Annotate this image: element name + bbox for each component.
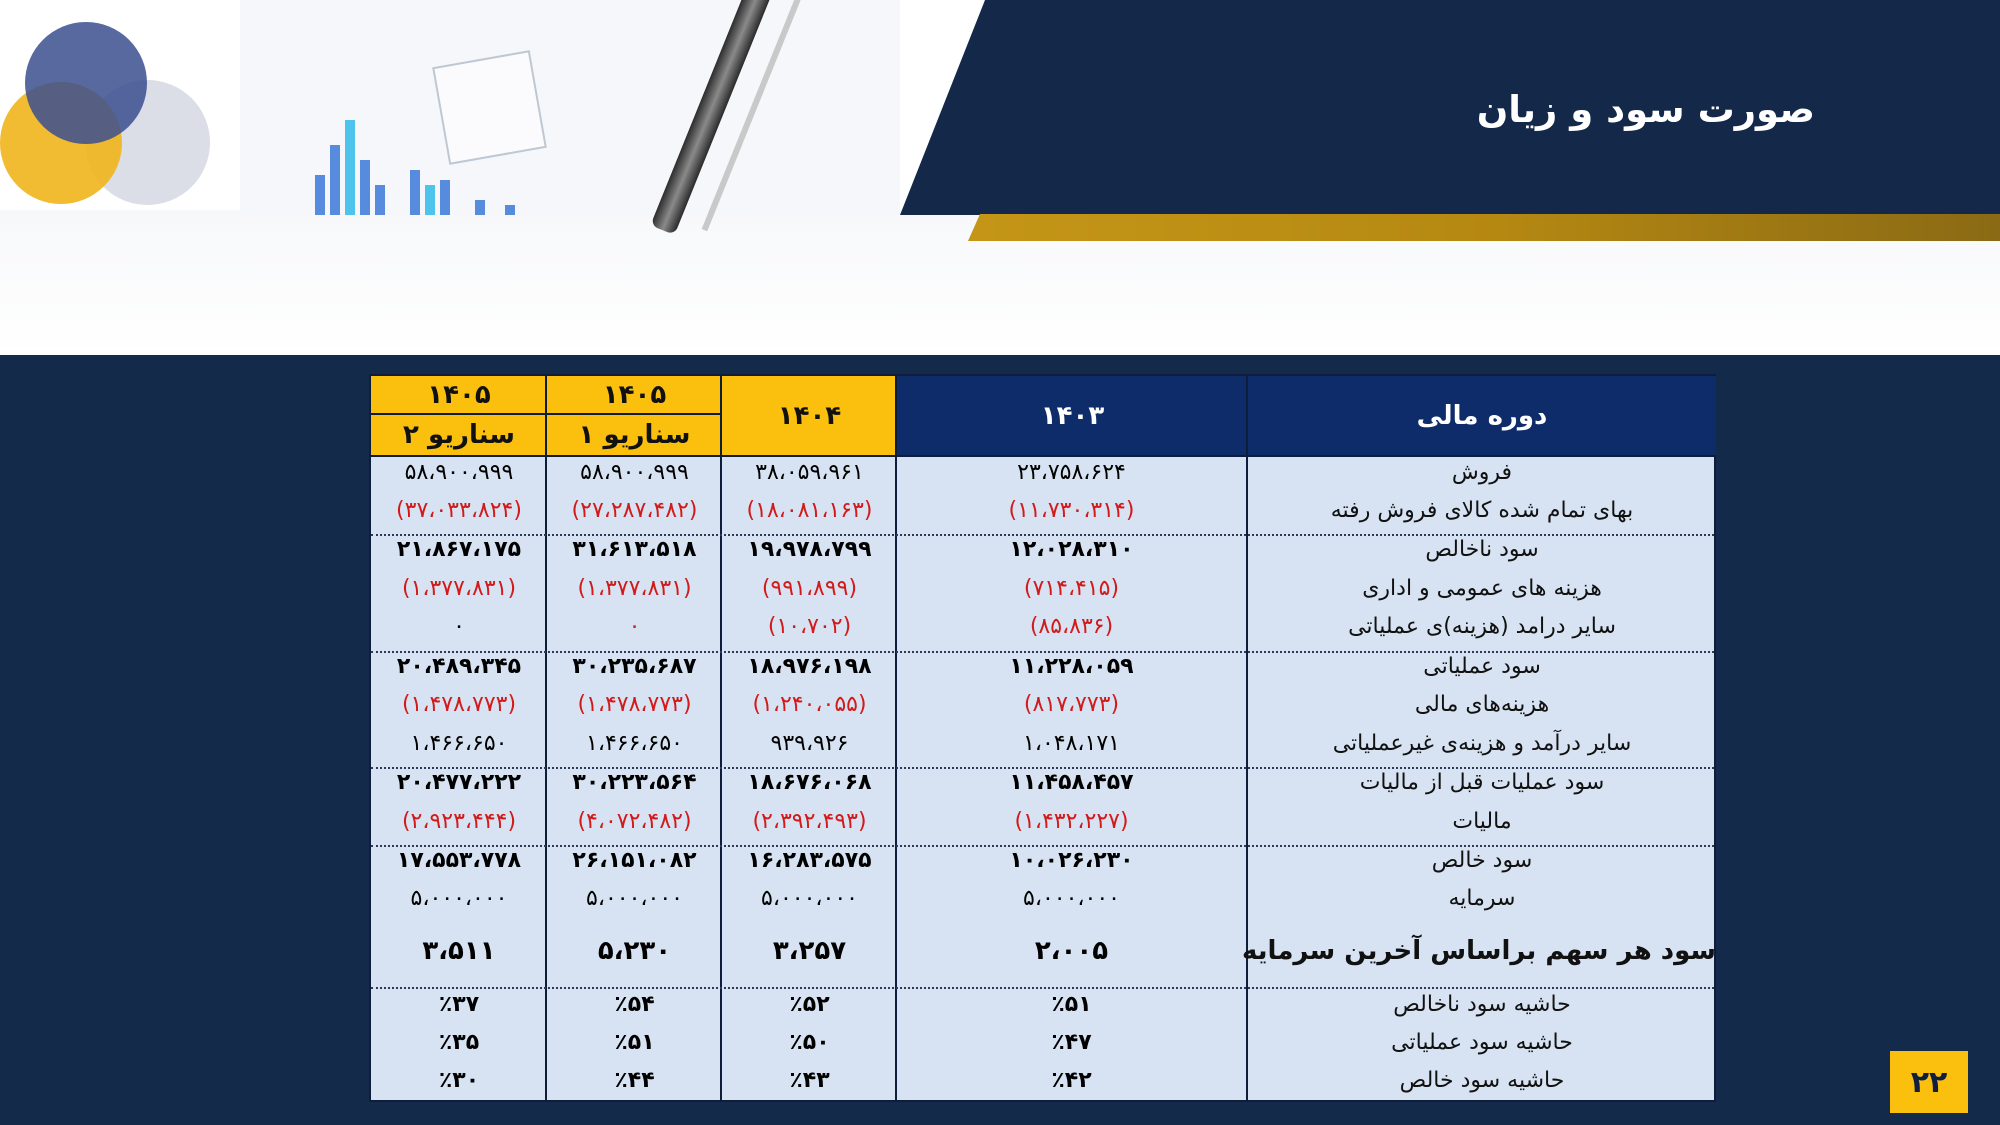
page-title: صورت سود و زیان xyxy=(1476,88,1815,131)
table-cell: (۱۰،۷۰۲) xyxy=(767,614,852,639)
table-cell: (۲،۳۹۲،۴۹۳) xyxy=(752,809,867,834)
table-cell: (۲۷،۲۸۷،۴۸۲) xyxy=(571,498,698,523)
table-cell: (۱۱،۷۳۰،۳۱۴) xyxy=(1008,498,1135,523)
table-cell: ۳۸،۰۵۹،۹۶۱ xyxy=(755,460,864,485)
table-cell: ٪۵۴ xyxy=(614,992,655,1017)
header-year-1404: ۱۴۰۴ xyxy=(722,376,897,455)
table-cell: ۳۰،۲۲۳،۵۶۴ xyxy=(572,770,697,795)
table-cell: ۱،۴۶۶،۶۵۰ xyxy=(586,731,683,756)
income-statement-table xyxy=(369,374,1716,1102)
table-cell: (۸۱۷،۷۷۳) xyxy=(1023,692,1120,717)
page-number: ۲۲ xyxy=(1890,1051,1968,1113)
table-cell: (۴،۰۷۲،۴۸۲) xyxy=(577,809,692,834)
header-banner xyxy=(0,0,2000,355)
table-cell: ۱۷،۵۵۳،۷۷۸ xyxy=(396,848,522,873)
table-cell: ٪۳۷ xyxy=(438,992,480,1017)
row-label: هزینه های عمومی و اداری xyxy=(1362,576,1602,601)
table-cell: ۵۸،۹۰۰،۹۹۹ xyxy=(580,460,689,485)
table-cell: ۵،۰۰۰،۰۰۰ xyxy=(410,886,508,911)
row-label: بهای تمام شده کالای فروش رفته xyxy=(1330,498,1634,523)
table-cell: ۳۰،۲۳۵،۶۸۷ xyxy=(572,654,697,679)
row-label: حاشیه سود ناخالص xyxy=(1393,992,1571,1017)
table-cell: (۷۱۴،۴۱۵) xyxy=(1023,576,1120,601)
table-cell: ٪۳۵ xyxy=(438,1030,480,1055)
row-label: سود عملیاتی xyxy=(1423,654,1541,679)
table-cell: (۸۵،۸۳۶) xyxy=(1029,614,1114,639)
table-cell: (۲،۹۲۳،۴۴۴) xyxy=(401,809,517,834)
table-cell: (۹۹۱،۸۹۹) xyxy=(761,576,858,601)
table-cell: ٪۴۴ xyxy=(614,1068,655,1093)
table-cell: ۳۱،۶۱۳،۵۱۸ xyxy=(572,537,697,562)
table-cell: ۱۸،۶۷۶،۰۶۸ xyxy=(747,770,872,795)
table-cell: ۱۸،۹۷۶،۱۹۸ xyxy=(747,654,872,679)
table-cell: ۳،۵۱۱ xyxy=(422,936,496,966)
table-cell: ٪۵۲ xyxy=(789,992,830,1017)
row-label: مالیات xyxy=(1452,809,1512,834)
table-cell: ۲۰،۴۸۹،۳۴۵ xyxy=(396,654,522,679)
table-cell: ۲۰،۴۷۷،۲۲۲ xyxy=(396,770,522,795)
row-label: فروش xyxy=(1451,460,1513,485)
table-cell: ۲۱،۸۶۷،۱۷۵ xyxy=(396,537,522,562)
table-cell: (۱،۴۷۸،۷۷۳) xyxy=(401,692,517,717)
table-cell: (۳۷،۰۳۳،۸۲۴) xyxy=(396,498,522,523)
table-cell: ٪۳۰ xyxy=(438,1068,480,1093)
header-scenario-2: سناریو ۲ xyxy=(371,415,547,455)
row-label: سایر درآمد و هزینه‌ی غیرعملیاتی xyxy=(1332,731,1632,756)
table-cell: ۵،۲۳۰ xyxy=(597,936,672,966)
table-cell: ۰ xyxy=(453,614,465,639)
table-cell: (۱۸،۰۸۱،۱۶۳) xyxy=(746,498,873,523)
table-cell: ۱۱،۲۲۸،۰۵۹ xyxy=(1009,654,1134,679)
table-cell: ٪۴۲ xyxy=(1051,1068,1092,1093)
row-label: هزینه‌های مالی xyxy=(1414,692,1550,717)
table-cell: ۹۳۹،۹۲۶ xyxy=(770,731,849,756)
table-cell: (۱،۲۴۰،۰۵۵) xyxy=(752,692,867,717)
header-year-1405-s1: ۱۴۰۵ xyxy=(547,376,722,415)
table-cell: ٪۴۳ xyxy=(789,1068,830,1093)
table-cell: ۱،۰۴۸،۱۷۱ xyxy=(1023,731,1120,756)
row-label: سرمایه xyxy=(1448,886,1516,911)
table-cell: (۱،۴۳۲،۲۲۷) xyxy=(1014,809,1129,834)
row-label: حاشیه سود عملیاتی xyxy=(1391,1030,1573,1055)
row-label: سود ناخالص xyxy=(1425,537,1539,562)
table-cell: ۰ xyxy=(628,614,641,639)
table-cell: ۱۶،۲۸۳،۵۷۵ xyxy=(747,848,872,873)
table-cell: ۵،۰۰۰،۰۰۰ xyxy=(586,886,683,911)
table-cell: (۱،۳۷۷،۸۳۱) xyxy=(577,576,692,601)
table-cell: ۵۸،۹۰۰،۹۹۹ xyxy=(404,460,514,485)
table-cell: (۱،۳۷۷،۸۳۱) xyxy=(401,576,517,601)
table-cell: ۲،۰۰۵ xyxy=(1034,936,1109,966)
table-cell: ٪۵۰ xyxy=(789,1030,830,1055)
table-cell: (۱،۴۷۸،۷۷۳) xyxy=(577,692,692,717)
row-label: سایر درامد (هزینه)ی عملیاتی xyxy=(1348,614,1616,639)
background-bar-chart-image xyxy=(305,100,545,215)
table-cell: ۱۹،۹۷۸،۷۹۹ xyxy=(747,537,872,562)
decorative-circle-blue xyxy=(25,22,147,144)
header-year-1405-s2: ۱۴۰۵ xyxy=(371,376,547,415)
row-label: سود هر سهم براساس آخرین سرمایه xyxy=(1242,936,1716,966)
row-label: سود عملیات قبل از مالیات xyxy=(1359,770,1605,795)
table-cell: ٪۵۱ xyxy=(1051,992,1092,1017)
header-year-1403: ۱۴۰۳ xyxy=(897,376,1248,455)
table-cell: ۲۳،۷۵۸،۶۲۴ xyxy=(1017,460,1126,485)
table-cell: ۱۰،۰۲۶،۲۳۰ xyxy=(1009,848,1134,873)
row-label: حاشیه سود خالص xyxy=(1399,1068,1565,1093)
table-cell: ٪۴۷ xyxy=(1051,1030,1092,1055)
table-cell: ۱،۴۶۶،۶۵۰ xyxy=(410,731,508,756)
table-cell: ۱۲،۰۲۸،۳۱۰ xyxy=(1009,537,1134,562)
table-cell: ۵،۰۰۰،۰۰۰ xyxy=(761,886,858,911)
table-cell: ۱۱،۴۵۸،۴۵۷ xyxy=(1009,770,1134,795)
table-cell: ٪۵۱ xyxy=(614,1030,655,1055)
row-label: سود خالص xyxy=(1431,848,1533,873)
header-fiscal-period: دوره مالی xyxy=(1248,376,1716,455)
table-cell: ۳،۲۵۷ xyxy=(772,936,847,966)
header-scenario-1: سناریو ۱ xyxy=(547,415,722,455)
table-cell: ۵،۰۰۰،۰۰۰ xyxy=(1023,886,1120,911)
table-cell: ۲۶،۱۵۱،۰۸۲ xyxy=(572,848,697,873)
